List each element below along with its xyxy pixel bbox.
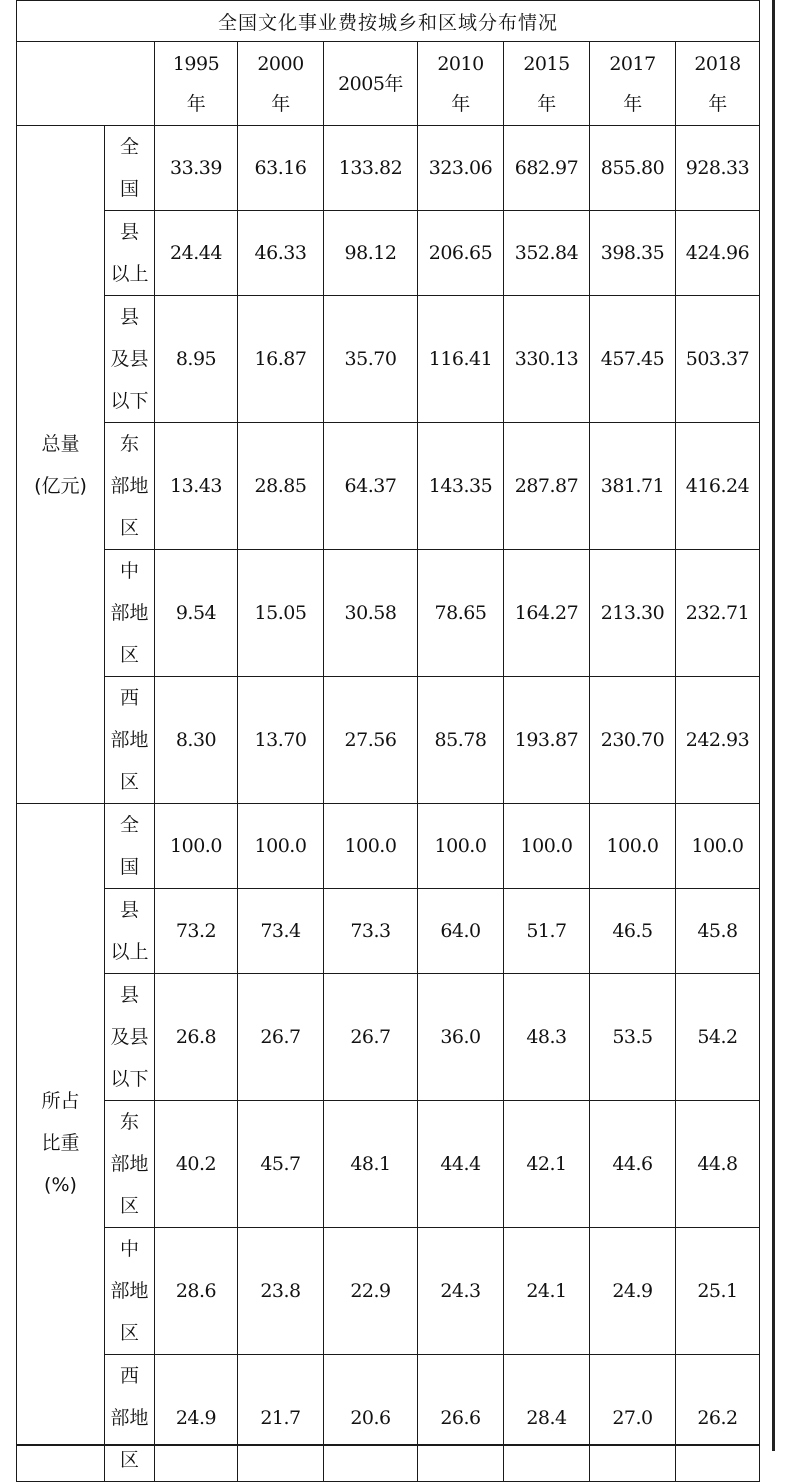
table-row [17, 1101, 760, 1228]
value-cell: 164.27 [504, 550, 590, 677]
value-cell: 28.6 [155, 1228, 238, 1355]
row-label-cell [105, 1101, 155, 1228]
value-cell: 242.93 [676, 677, 760, 804]
row-label-cell [105, 889, 155, 974]
value-cell: 15.05 [238, 550, 324, 677]
value-cell: 26.6 [418, 1355, 504, 1482]
year-label: 2017 [609, 52, 656, 75]
year-suffix: 年 [708, 92, 727, 115]
row-label-cell [105, 974, 155, 1101]
value-cell: 25.1 [676, 1228, 760, 1355]
value-cell: 26.2 [676, 1355, 760, 1482]
year-header-3 [418, 42, 504, 126]
year-suffix: 年 [271, 92, 290, 115]
value-cell: 22.9 [324, 1228, 418, 1355]
row-label-cell [105, 126, 155, 211]
value-cell: 26.7 [238, 974, 324, 1101]
table-row [17, 126, 760, 211]
row-label-line: 及县 [110, 348, 149, 370]
value-cell: 54.2 [676, 974, 760, 1101]
header-row [17, 42, 760, 126]
value-cell: 682.97 [504, 126, 590, 211]
value-cell: 46.33 [238, 211, 324, 296]
year-label: 2000 [257, 52, 304, 75]
value-cell: 16.87 [238, 296, 324, 423]
year-header-4 [504, 42, 590, 126]
year-suffix: 年 [451, 92, 470, 115]
value-cell: 9.54 [155, 550, 238, 677]
value-cell: 85.78 [418, 677, 504, 804]
row-label-cell [105, 550, 155, 677]
value-cell: 352.84 [504, 211, 590, 296]
row-label-line: 中 [119, 560, 139, 582]
value-cell: 44.6 [590, 1101, 676, 1228]
year-header-6 [676, 42, 760, 126]
table-row [17, 1355, 760, 1482]
value-cell: 100.0 [676, 804, 760, 889]
row-label-line: 以上 [110, 941, 149, 963]
value-cell: 20.6 [324, 1355, 418, 1482]
value-cell: 40.2 [155, 1101, 238, 1228]
row-label-line: 部地 [110, 602, 149, 624]
year-label: 1995 [172, 52, 220, 75]
group-label-cell [17, 126, 105, 804]
value-cell: 193.87 [504, 677, 590, 804]
value-cell: 24.1 [504, 1228, 590, 1355]
row-label-line: 部地 [110, 1280, 149, 1302]
row-label-line: 以下 [110, 1068, 149, 1090]
value-cell: 13.70 [238, 677, 324, 804]
row-label-cell [105, 804, 155, 889]
row-label-line: 全 [119, 814, 139, 836]
value-cell: 27.56 [324, 677, 418, 804]
value-cell: 45.7 [238, 1101, 324, 1228]
value-cell: 48.3 [504, 974, 590, 1101]
value-cell: 33.39 [155, 126, 238, 211]
value-cell: 928.33 [676, 126, 760, 211]
value-cell: 416.24 [676, 423, 760, 550]
year-suffix: 年 [623, 92, 642, 115]
value-cell: 230.70 [590, 677, 676, 804]
row-label-line: 区 [119, 644, 139, 666]
group-label-cell [17, 804, 105, 1482]
value-cell: 457.45 [590, 296, 676, 423]
row-label-line: 部地 [110, 729, 149, 751]
value-cell: 78.65 [418, 550, 504, 677]
row-label-cell [105, 1228, 155, 1355]
row-label-line: 国 [119, 856, 139, 878]
row-label-cell [105, 423, 155, 550]
year-header-5 [590, 42, 676, 126]
year-suffix: 年 [186, 92, 206, 115]
value-cell: 330.13 [504, 296, 590, 423]
group-label-line: (亿元) [34, 474, 87, 497]
value-cell: 26.7 [324, 974, 418, 1101]
group-label-line: 所占 [41, 1089, 80, 1112]
row-label-line: 及县 [110, 1026, 149, 1048]
row-label-line: 东 [119, 1111, 139, 1133]
value-cell: 100.0 [155, 804, 238, 889]
table-row [17, 423, 760, 550]
year-label: 2005年 [338, 72, 403, 95]
year-label: 2018 [694, 52, 741, 75]
value-cell: 116.41 [418, 296, 504, 423]
row-label-line: 县 [119, 221, 139, 243]
row-label-cell [105, 296, 155, 423]
value-cell: 73.2 [155, 889, 238, 974]
row-label-line: 区 [119, 1449, 139, 1471]
value-cell: 73.4 [238, 889, 324, 974]
row-label-line: 国 [119, 178, 139, 200]
table-row [17, 211, 760, 296]
value-cell: 24.44 [155, 211, 238, 296]
value-cell: 24.9 [155, 1355, 238, 1482]
row-label-line: 区 [119, 771, 139, 793]
row-label-line: 部地 [110, 475, 149, 497]
value-cell: 28.4 [504, 1355, 590, 1482]
value-cell: 8.30 [155, 677, 238, 804]
value-cell: 8.95 [155, 296, 238, 423]
year-header-1 [238, 42, 324, 126]
value-cell: 51.7 [504, 889, 590, 974]
group-label-line: (%) [44, 1173, 77, 1196]
distribution-table [16, 0, 760, 1482]
year-label: 2015 [523, 52, 570, 75]
value-cell: 503.37 [676, 296, 760, 423]
value-cell: 100.0 [504, 804, 590, 889]
table-row [17, 550, 760, 677]
row-label-cell [105, 1355, 155, 1482]
table-bottom-rule [16, 1444, 759, 1446]
value-cell: 64.37 [324, 423, 418, 550]
value-cell: 44.8 [676, 1101, 760, 1228]
row-label-line: 区 [119, 1195, 139, 1217]
page-right-rule [772, 0, 775, 1451]
value-cell: 46.5 [590, 889, 676, 974]
value-cell: 21.7 [238, 1355, 324, 1482]
row-label-line: 中 [119, 1238, 139, 1260]
row-label-line: 区 [119, 1322, 139, 1344]
value-cell: 35.70 [324, 296, 418, 423]
value-cell: 64.0 [418, 889, 504, 974]
row-label-line: 县 [119, 899, 139, 921]
value-cell: 855.80 [590, 126, 676, 211]
table-row [17, 804, 760, 889]
value-cell: 206.65 [418, 211, 504, 296]
year-label: 2010 [437, 52, 484, 75]
row-label-line: 部地 [110, 1153, 149, 1175]
value-cell: 73.3 [324, 889, 418, 974]
table-row [17, 677, 760, 804]
row-label-line: 部地 [110, 1407, 149, 1429]
table-title: 全国文化事业费按城乡和区域分布情况 [17, 1, 760, 42]
group-label-line: 总量 [41, 432, 80, 455]
value-cell: 381.71 [590, 423, 676, 550]
value-cell: 28.85 [238, 423, 324, 550]
value-cell: 100.0 [590, 804, 676, 889]
row-label-line: 西 [119, 1365, 139, 1387]
year-header-2 [324, 42, 418, 126]
row-label-line: 东 [119, 433, 139, 455]
row-label-line: 县 [119, 306, 139, 328]
value-cell: 133.82 [324, 126, 418, 211]
row-label-line: 西 [119, 687, 139, 709]
value-cell: 398.35 [590, 211, 676, 296]
value-cell: 100.0 [238, 804, 324, 889]
header-corner-cell [17, 42, 155, 126]
value-cell: 63.16 [238, 126, 324, 211]
value-cell: 44.4 [418, 1101, 504, 1228]
row-label-cell [105, 211, 155, 296]
value-cell: 100.0 [418, 804, 504, 889]
table-row [17, 974, 760, 1101]
value-cell: 24.3 [418, 1228, 504, 1355]
table-row [17, 296, 760, 423]
row-label-line: 以下 [110, 390, 149, 412]
value-cell: 36.0 [418, 974, 504, 1101]
value-cell: 23.8 [238, 1228, 324, 1355]
row-label-line: 全 [119, 136, 139, 158]
value-cell: 27.0 [590, 1355, 676, 1482]
year-header-0 [155, 42, 238, 126]
table-row [17, 1228, 760, 1355]
value-cell: 13.43 [155, 423, 238, 550]
row-label-line: 区 [119, 517, 139, 539]
value-cell: 100.0 [324, 804, 418, 889]
value-cell: 24.9 [590, 1228, 676, 1355]
value-cell: 42.1 [504, 1101, 590, 1228]
value-cell: 48.1 [324, 1101, 418, 1228]
value-cell: 98.12 [324, 211, 418, 296]
row-label-cell [105, 677, 155, 804]
value-cell: 213.30 [590, 550, 676, 677]
row-label-line: 以上 [110, 263, 149, 285]
value-cell: 287.87 [504, 423, 590, 550]
value-cell: 143.35 [418, 423, 504, 550]
value-cell: 30.58 [324, 550, 418, 677]
row-label-line: 县 [119, 984, 139, 1006]
value-cell: 232.71 [676, 550, 760, 677]
year-suffix: 年 [537, 92, 556, 115]
table-row [17, 889, 760, 974]
group-label-line: 比重 [41, 1131, 80, 1154]
value-cell: 53.5 [590, 974, 676, 1101]
value-cell: 323.06 [418, 126, 504, 211]
value-cell: 26.8 [155, 974, 238, 1101]
value-cell: 45.8 [676, 889, 760, 974]
value-cell: 424.96 [676, 211, 760, 296]
